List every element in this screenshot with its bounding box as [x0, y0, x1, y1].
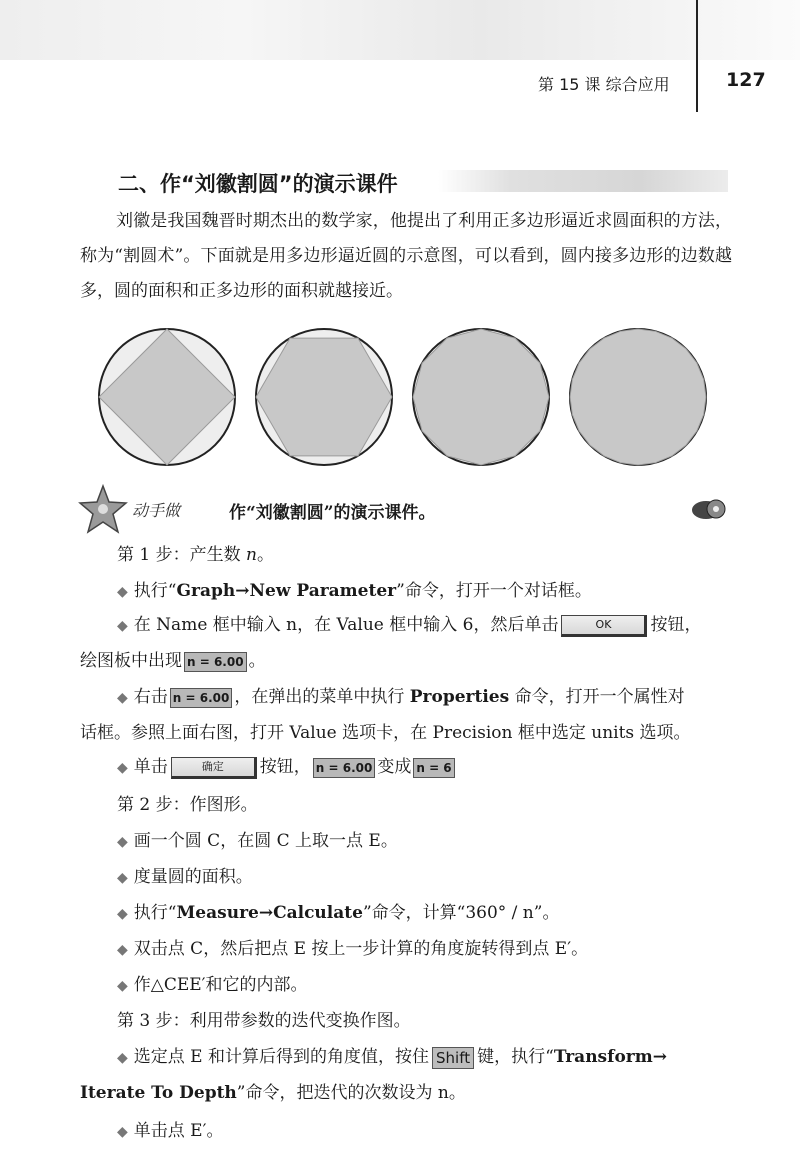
- bullet-11: ◆ 单击点 E′。: [117, 1121, 224, 1141]
- bullet-3-cont: 话框。参照上面右图，打开 Value 选项卡，在 Precision 框中选定 units 选项。: [80, 723, 691, 743]
- polygon-24-sides: [570, 329, 706, 465]
- page-number: 127: [726, 69, 766, 91]
- confirm-button: 确定: [171, 757, 257, 779]
- bullet-1: ◆ 执行“Graph→New Parameter”命令，打开一个对话框。: [117, 581, 592, 601]
- header-divider: [696, 0, 698, 112]
- bullet-3: ◆ 右击 n = 6.00 ，在弹出的菜单中执行 Properties 命令，打开一个属性对: [117, 687, 685, 707]
- intro-paragraph: 刘徽是我国魏晋时期杰出的数学家，他提出了利用正多边形逼近求圆面积的方法，称为“割圆术”。下面就是用多边形逼近圆的示意图，可以看到，圆内接多边形的边数越多，圆的面积和正多边形的面积就越接近。: [80, 211, 732, 301]
- bullet-5: ◆ 画一个圆 C，在圆 C 上取一点 E。: [117, 831, 398, 851]
- title-band: [438, 170, 728, 192]
- ok-button: OK: [561, 615, 647, 637]
- bullet-icon: ◆: [117, 690, 128, 706]
- bullet-6: ◆ 度量圆的面积。: [117, 867, 253, 887]
- bullet-2-cont: 绘图板中出现 n = 6.00 。: [80, 651, 266, 671]
- bullet-2: ◆ 在 Name 框中输入 n，在 Value 框中输入 6，然后单击 OK 按钮，: [117, 615, 702, 635]
- bullet-8: ◆ 双击点 C，然后把点 E 按上一步计算的角度旋转得到点 E′。: [117, 939, 589, 959]
- param-chip: n = 6.00: [184, 652, 247, 672]
- cd-icon: [688, 497, 730, 523]
- bullet-icon: ◆: [117, 1050, 128, 1066]
- bullet-10: ◆ 选定点 E 和计算后得到的角度值，按住 Shift 键，执行“Transform→: [117, 1047, 667, 1067]
- bullet-icon: ◆: [117, 942, 128, 958]
- bullet-icon: ◆: [117, 834, 128, 850]
- step-3-heading: 第 3 步：利用带参数的迭代变换作图。: [117, 1011, 411, 1031]
- bullet-4: ◆ 单击 确定 按钮， n = 6.00 变成 n = 6: [117, 756, 457, 779]
- bullet-icon: ◆: [117, 760, 128, 776]
- bullet-10-cont: Iterate To Depth”命令，把迭代的次数设为 n。: [80, 1083, 466, 1103]
- polygon-figure: [95, 325, 735, 470]
- activity-label: 动手做: [132, 501, 181, 520]
- chapter-header: 第 15 课 综合应用: [538, 75, 670, 94]
- bullet-icon: ◆: [117, 1124, 128, 1140]
- param-chip: n = 6.00: [170, 688, 233, 708]
- step-1-heading: 第 1 步：产生数 n。: [117, 545, 274, 565]
- header-band: [0, 0, 800, 60]
- bullet-icon: ◆: [117, 584, 128, 600]
- bullet-7: ◆ 执行“Measure→Calculate”命令，计算“360° / n”。: [117, 903, 560, 923]
- bullet-icon: ◆: [117, 870, 128, 886]
- param-chip: n = 6: [413, 758, 454, 778]
- shift-key: Shift: [432, 1047, 474, 1069]
- bullet-icon: ◆: [117, 618, 128, 634]
- step-2-heading: 第 2 步：作图形。: [117, 795, 258, 815]
- bullet-9: ◆ 作△CEE′和它的内部。: [117, 975, 308, 995]
- bullet-icon: ◆: [117, 978, 128, 994]
- activity-title: 作“刘徽割圆”的演示课件。: [229, 503, 436, 523]
- param-chip: n = 6.00: [313, 758, 376, 778]
- star-icon: [78, 484, 128, 536]
- section-title: 二、作“刘徽割圆”的演示课件: [118, 172, 398, 196]
- bullet-icon: ◆: [117, 906, 128, 922]
